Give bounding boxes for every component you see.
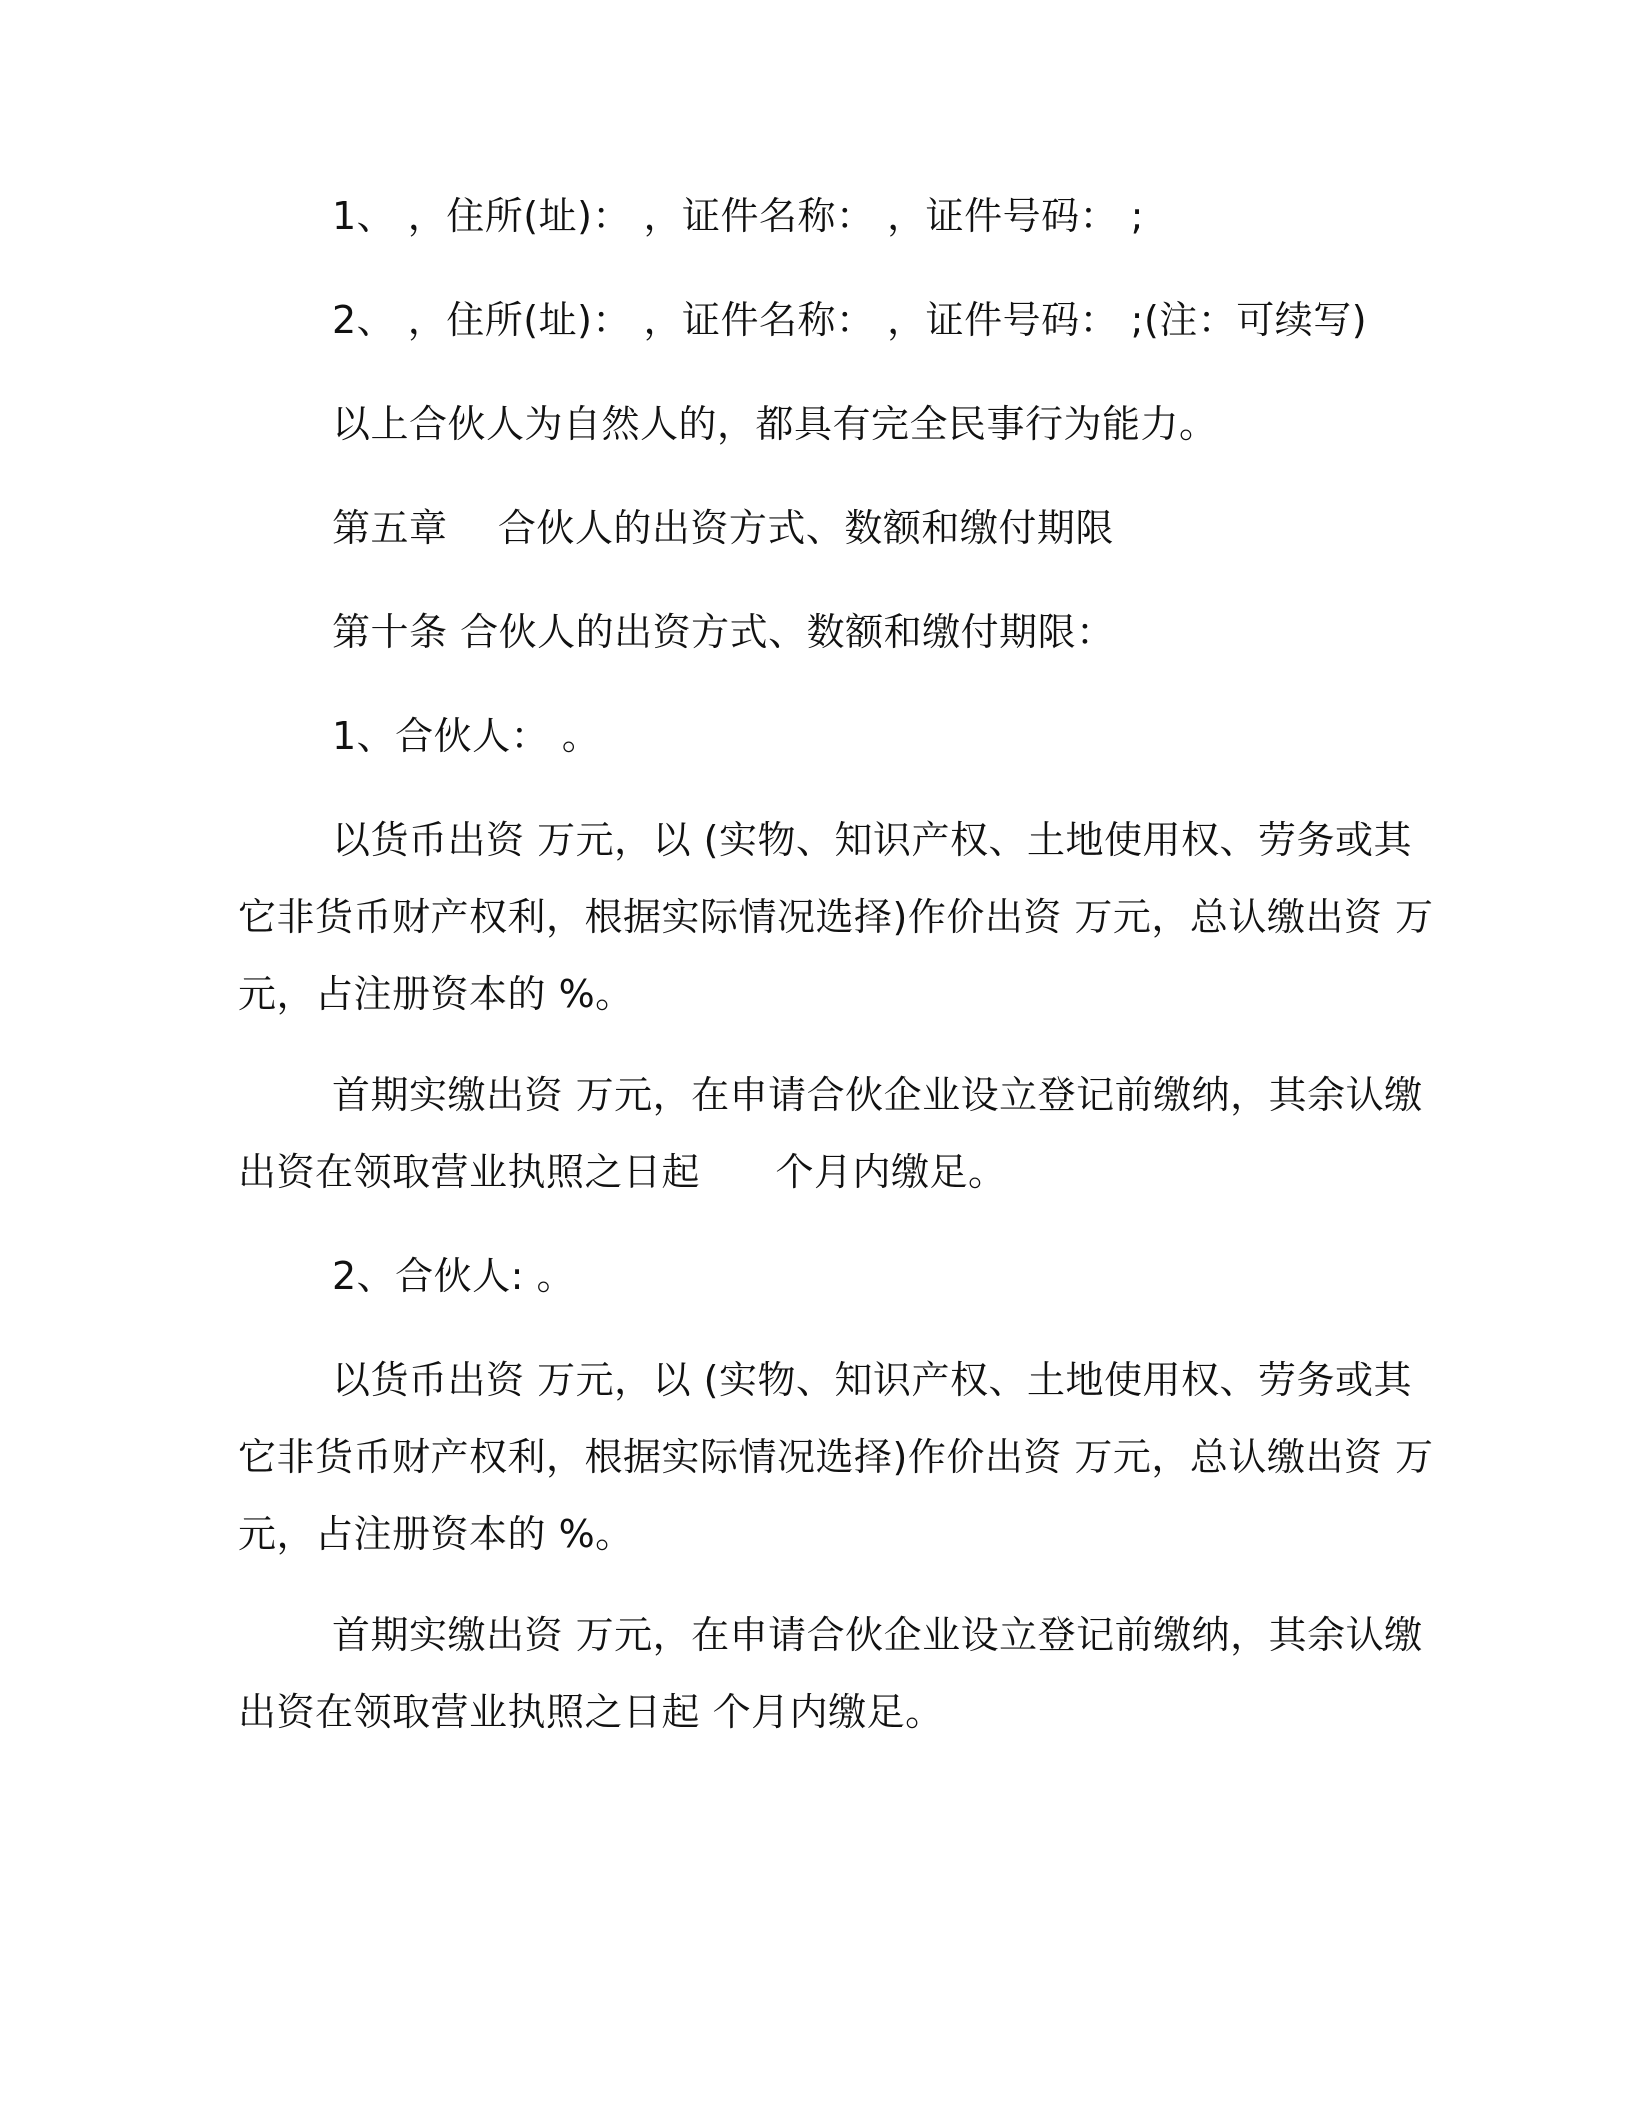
partner-2-contribution-line-3: 元，占注册资本的 %。 bbox=[238, 1512, 634, 1556]
partner-2-payment-line-2: 出资在领取营业执照之日起 个月内缴足。 bbox=[238, 1690, 944, 1734]
partner-1-contribution-line-1: 以货币出资 万元，以 (实物、知识产权、土地使用权、劳务或其 bbox=[332, 818, 1412, 862]
partner-2-contribution-line-1: 以货币出资 万元，以 (实物、知识产权、土地使用权、劳务或其 bbox=[332, 1358, 1412, 1402]
partner-1-info-line: 1、 ，住所(址)： ，证件名称： ，证件号码： ; bbox=[332, 194, 1144, 238]
capacity-statement: 以上合伙人为自然人的，都具有完全民事行为能力。 bbox=[332, 402, 1218, 446]
partner-1-heading: 1、合伙人： 。 bbox=[332, 714, 601, 758]
partner-1-payment-line-2: 出资在领取营业执照之日起 个月内缴足。 bbox=[238, 1150, 1007, 1194]
partner-1-payment-line-1: 首期实缴出资 万元，在申请合伙企业设立登记前缴纳，其余认缴 bbox=[332, 1073, 1423, 1117]
article-ten-heading: 第十条 合伙人的出资方式、数额和缴付期限： bbox=[332, 610, 1115, 654]
chapter-five-heading: 第五章 合伙人的出资方式、数额和缴付期限 bbox=[332, 506, 1114, 550]
partner-1-contribution-line-2: 它非货币财产权利，根据实际情况选择)作价出资 万元，总认缴出资 万 bbox=[238, 895, 1434, 939]
partner-2-payment-line-1: 首期实缴出资 万元，在申请合伙企业设立登记前缴纳，其余认缴 bbox=[332, 1613, 1423, 1657]
partner-2-contribution-line-2: 它非货币财产权利，根据实际情况选择)作价出资 万元，总认缴出资 万 bbox=[238, 1435, 1434, 1479]
partner-1-contribution-line-3: 元，占注册资本的 %。 bbox=[238, 972, 634, 1016]
partner-2-info-line: 2、 ，住所(址)： ，证件名称： ，证件号码： ;(注：可续写) bbox=[332, 298, 1368, 342]
partner-2-heading: 2、合伙人: 。 bbox=[332, 1254, 576, 1298]
